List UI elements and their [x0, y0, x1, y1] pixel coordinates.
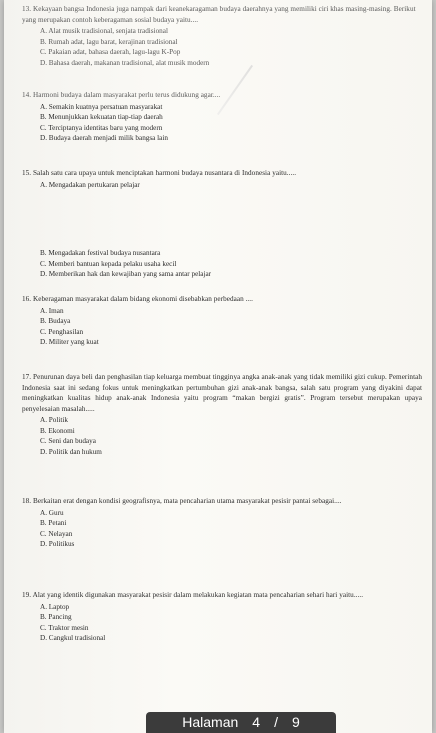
page-label: Halaman — [182, 714, 239, 730]
question-stem: 16. Keberagaman masyarakat dalam bidang ekonomi disebabkan perbedaan .... — [22, 295, 253, 303]
option-d: D. Memberikan hak dan kewajiban yang sama antar pelajar — [40, 270, 212, 278]
question-13 — [22, 4, 422, 68]
question-stem: 13. Kekayaan bangsa Indonesia juga nampak dari keanekaragaman budaya daerahnya yang memiliki ciri khas masing-masing. Berikut yang merupakan contoh keberagaman sosial budaya yaitu.... — [22, 5, 416, 24]
option-c: C. Traktor mesin — [40, 623, 89, 632]
option-c: C. Penghasilan — [40, 327, 84, 336]
blank-space — [40, 190, 422, 248]
option-d: D. Militer yang kuat — [40, 338, 99, 346]
worksheet-page — [4, 0, 432, 733]
option-a: A. Alat musik tradisional, senjata tradisional — [40, 27, 168, 35]
option-a: A. Mengadakan pertukaran pelajar — [40, 180, 140, 189]
option-d: D. Cangkul tradisional — [40, 634, 106, 642]
option-d: D. Politik dan hukum — [40, 447, 102, 456]
option-c: C. Memberi bantuan kepada pelaku usaha kecil — [40, 259, 177, 268]
option-list — [22, 602, 422, 644]
option-list — [22, 102, 422, 144]
option-b: B. Menunjukkan kekuatan tiap-tiap daerah — [40, 113, 163, 121]
option-b: B. Budaya — [40, 317, 71, 325]
question-15 — [22, 168, 422, 280]
option-d: D. Budaya daerah menjadi milik bangsa lain — [40, 134, 168, 142]
total-pages: 9 — [291, 714, 300, 730]
option-list — [22, 180, 422, 280]
question-stem: 17. Penurunan daya beli dan penghasilan tiap keluarga membuat tingginya angka anak-anak yang tidak memiliki gizi cukup. Pemerintah Indonesia saat ini sedang fokus untuk meningkatkan pertumbuhan gizi anak-anak bangsa, salah satu program yang diyakini dapat meningkatkan kualitas hidup anak-anak Indonesia yaitu program “makan bergizi gratis”. Program tersebut merupakan upaya penyelesaian masalah..... — [22, 373, 422, 413]
option-d: D. Bahasa daerah, makanan tradisional, alat musik modern — [40, 58, 210, 67]
page-separator: / — [274, 714, 278, 730]
option-d: D. Politikus — [40, 540, 75, 548]
question-stem: 15. Salah satu cara upaya untuk menciptakan harmoni budaya nusantara di Indonesia yaitu..... — [22, 169, 297, 177]
page-indicator[interactable] — [146, 712, 336, 733]
question-14 — [22, 90, 422, 144]
option-c: C. Seni dan budaya — [40, 437, 96, 445]
question-17 — [22, 372, 422, 457]
question-stem: 14. Harmoni budaya dalam masyarakat perlu terus didukung agar.... — [22, 91, 221, 99]
option-list — [22, 508, 422, 550]
option-a: A. Semakin kuatnya persatuan masyarakat — [40, 102, 163, 111]
option-c: C. Pakaian adat, bahasa daerah, lagu-lagu K-Pop — [40, 48, 181, 56]
option-list — [22, 415, 422, 457]
option-b: B. Ekonomi — [40, 426, 75, 435]
question-18 — [22, 496, 422, 550]
option-list — [22, 306, 422, 348]
option-list — [22, 26, 422, 68]
question-stem: 18. Berkaitan erat dengan kondisi geografisnya, mata pencaharian utama masyarakat pesisir pantai sebagai.... — [22, 497, 342, 505]
current-page: 4 — [252, 714, 261, 730]
option-c: C. Nelayan — [40, 529, 73, 538]
option-c: C. Terciptanya identitas baru yang modern — [40, 123, 163, 132]
option-a: A. Guru — [40, 508, 64, 517]
option-b: B. Petani — [40, 519, 67, 527]
option-a: A. Iman — [40, 306, 64, 315]
question-16 — [22, 294, 422, 348]
option-b: B. Mengadakan festival budaya nusantara — [40, 249, 161, 257]
option-b: B. Pancing — [40, 613, 72, 621]
option-a: A. Laptop — [40, 602, 70, 611]
option-a: A. Politik — [40, 416, 68, 424]
question-stem: 19. Alat yang identik digunakan masyarakat pesisir dalam melakukan kegiatan mata pencaharian sehari hari yaitu..... — [22, 591, 364, 599]
question-19 — [22, 590, 422, 644]
option-b: B. Rumah adat, lagu barat, kerajinan tradisional — [40, 37, 178, 46]
